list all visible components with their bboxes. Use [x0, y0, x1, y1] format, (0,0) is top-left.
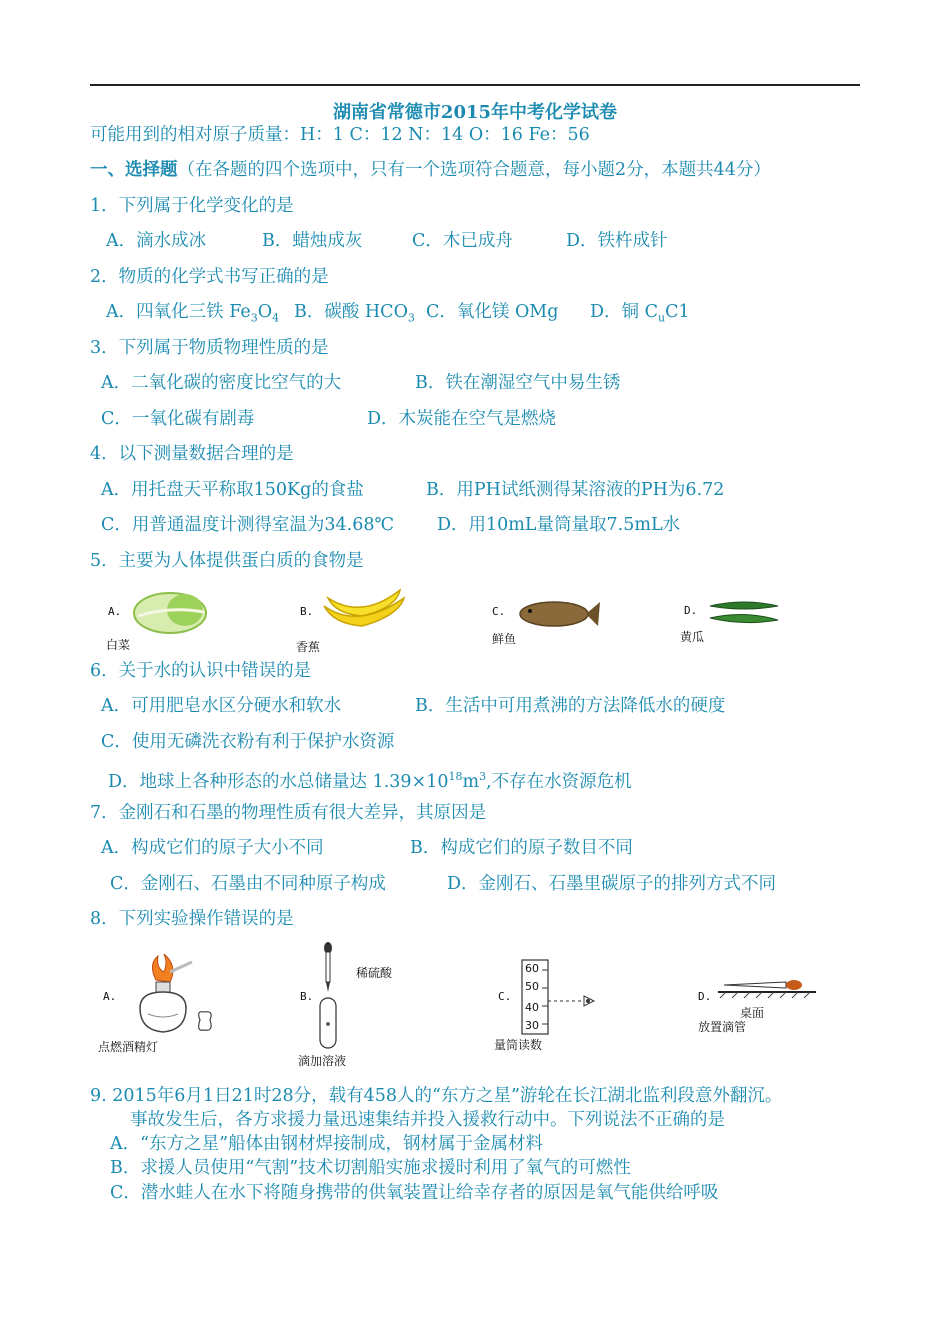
q3-option-d: D．木炭能在空气是燃烧 — [367, 409, 557, 429]
q5-d-label: 黄瓜 — [680, 630, 705, 644]
q8-d-label: 放置滴管 — [698, 1020, 747, 1034]
q8-c-label: 量筒读数 — [494, 1038, 543, 1052]
cylinder-tick-50: 50 — [525, 980, 539, 993]
q6-option-d — [108, 766, 632, 793]
q5-b-label: 香蕉 — [296, 640, 321, 654]
q8-stem: 8．下列实验操作错误的是 — [90, 909, 294, 929]
section-note: （在各题的四个选项中，只有一个选项符合题意，每小题2分，本题共44分） — [177, 160, 771, 180]
cylinder-tick-40: 40 — [525, 1001, 539, 1014]
q9-option-c: C．潜水蛙人在水下将随身携带的供氧装置让给幸存者的原因是氧气能供给呼吸 — [110, 1183, 719, 1203]
top-rule — [90, 84, 860, 86]
q5-c-label: 鲜鱼 — [492, 632, 517, 646]
q1-option-b: B．蜡烛成灰 — [262, 231, 363, 251]
q8-b-label: 滴加溶液 — [298, 1054, 347, 1068]
q6-d-text: D．地球上各种形态的水总储量达 1.39×10 — [108, 771, 449, 792]
q5-stem: 5．主要为人体提供蛋白质的食物是 — [90, 551, 364, 571]
q1-option-a: A．滴水成冰 — [106, 231, 207, 251]
q2-stem: 2．物质的化学式书写正确的是 — [90, 267, 329, 287]
q5-a-label: 白菜 — [106, 638, 131, 652]
q6-d-sup1: 18 — [448, 770, 463, 783]
q6-option-c: C．使用无磷洗衣粉有利于保护水资源 — [101, 732, 395, 752]
section-title: 一、选择题 — [90, 160, 178, 180]
q3-option-a: A．二氧化碳的密度比空气的大 — [101, 373, 342, 393]
q5-d-letter: D. — [684, 604, 698, 617]
q2-option-b — [294, 301, 415, 330]
q2-a-sub1: 3 — [250, 311, 258, 325]
cucumber-image — [706, 598, 782, 628]
q7-option-a: A．构成它们的原子大小不同 — [101, 838, 324, 858]
q8-a-letter: A. — [103, 990, 117, 1003]
q4-option-c: C．用普通温度计测得室温为34.68℃ — [101, 515, 395, 535]
q2-a-mid: O — [257, 302, 273, 322]
q9-option-a: A．“东方之星”船体由钢材焊接制成，钢材属于金属材料 — [110, 1134, 544, 1154]
q8-c-letter: C. — [498, 990, 512, 1003]
q6-option-a: A．可用肥皂水区分硬水和软水 — [101, 696, 342, 716]
q6-stem: 6．关于水的认识中错误的是 — [90, 661, 312, 681]
q6-option-b: B．生活中可用煮沸的方法降低水的硬度 — [415, 696, 726, 716]
q1-stem: 1．下列属于化学变化的是 — [90, 196, 294, 216]
q8-b-letter: B. — [300, 990, 314, 1003]
q2-option-d — [590, 301, 690, 330]
q2-a-text: A．四氧化三铁 Fe — [106, 302, 251, 322]
q7-option-b: B．构成它们的原子数目不同 — [410, 838, 633, 858]
q2-a-sub2: 4 — [272, 311, 280, 325]
q3-option-c: C．一氧化碳有剧毒 — [101, 409, 255, 429]
q2-b-text: B．碳酸 HCO — [294, 302, 408, 322]
q2-option-a — [106, 301, 279, 330]
q2-d-text: D．铜 C — [590, 302, 658, 322]
q7-option-d: D．金刚石、石墨里碳原子的排列方式不同 — [447, 874, 777, 894]
q8-a-label: 点燃酒精灯 — [98, 1040, 159, 1054]
q2-b-sub: 3 — [407, 311, 415, 325]
q9-option-b: B．求援人员使用“气割”技术切割船实施求援时利用了氧气的可燃性 — [110, 1158, 631, 1178]
q5-c-letter: C. — [492, 605, 506, 618]
atomic-masses: 可能用到的相对原子质量：H：1 C：12 N：14 O：16 Fe：56 — [90, 125, 590, 145]
q7-option-c: C．金刚石、石墨由不同种原子构成 — [110, 874, 386, 894]
q2-d-post: C1 — [665, 302, 690, 322]
q1-option-d: D．铁杵成针 — [566, 231, 668, 251]
q4-option-a: A．用托盘天平称取150Kg的食盐 — [101, 480, 364, 500]
fish-image — [510, 596, 602, 632]
q1-option-c: C．木已成舟 — [412, 231, 513, 251]
cabbage-image — [130, 588, 208, 638]
q4-stem: 4．以下测量数据合理的是 — [90, 444, 294, 464]
q8-d-letter: D. — [698, 990, 712, 1003]
cylinder-tick-30: 30 — [525, 1019, 539, 1032]
q7-stem: 7．金刚石和石墨的物理性质有很大差异，其原因是 — [90, 803, 487, 823]
q3-option-b: B．铁在潮湿空气中易生锈 — [415, 373, 621, 393]
q6-d-post: ,不存在水资源危机 — [486, 771, 632, 792]
q5-a-letter: A. — [108, 605, 122, 618]
q6-d-mid: m — [462, 771, 480, 792]
page-title: 湖南省常德市2015年中考化学试卷 — [332, 102, 618, 123]
q8-d-extra: 桌面 — [740, 1006, 765, 1020]
q6-d-sup2: 3 — [479, 770, 487, 783]
section-heading — [90, 159, 771, 181]
banana-image — [318, 586, 410, 638]
q2-d-sub: u — [657, 311, 666, 325]
q4-option-b: B．用PH试纸测得某溶液的PH为6.72 — [426, 480, 725, 500]
q3-stem: 3．下列属于物质物理性质的是 — [90, 338, 329, 358]
q9-stem-line2: 事故发生后，各方求援力量迅速集结并投入援救行动中。下列说法不正确的是 — [130, 1110, 725, 1130]
q5-b-letter: B. — [300, 605, 314, 618]
dropper-test-tube-image — [316, 940, 346, 1054]
cylinder-tick-60: 60 — [525, 962, 539, 975]
q2-option-c: C．氧化镁 OMg — [426, 302, 559, 322]
q4-option-d: D．用10mL量筒量取7.5mL水 — [437, 515, 681, 535]
alcohol-lamp-image — [118, 954, 222, 1038]
q9-stem-line1: 9. 2015年6月1日21时28分，载有458人的“东方之星”游轮在长江湖北监利段意外翻沉。 — [90, 1086, 783, 1106]
dropper-on-table-image — [716, 970, 820, 1000]
q8-b-extra: 稀硫酸 — [356, 966, 393, 980]
